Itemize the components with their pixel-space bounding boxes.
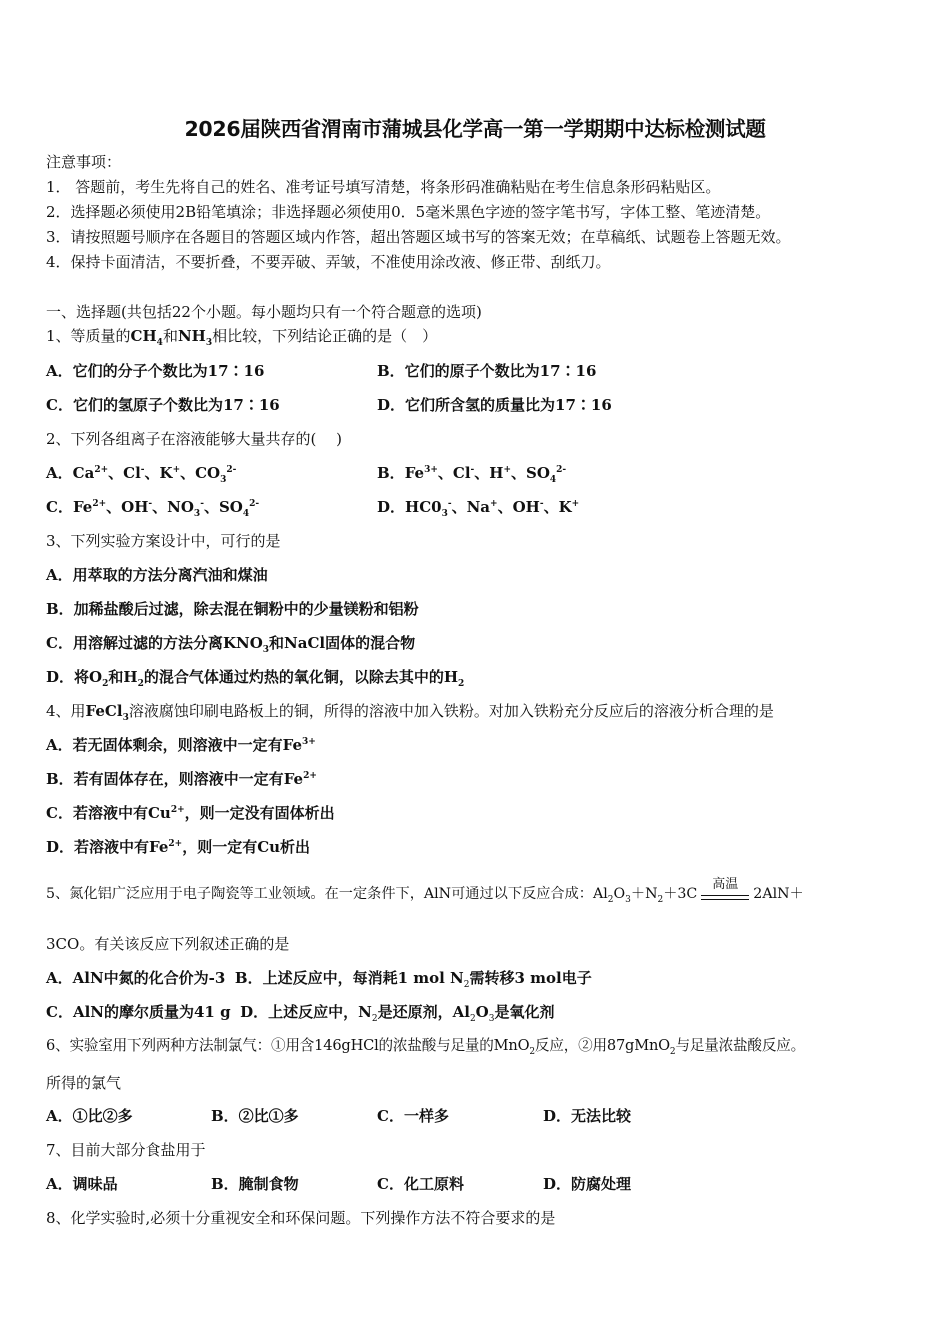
- question-7-stem: 7、目前大部分食盐用于: [46, 1141, 206, 1159]
- page-title: 2026届陕西省渭南市蒲城县化学高一第一学期期中达标检测试题: [184, 117, 766, 141]
- question-1-option-a: A．它们的分子个数比为17∶16: [46, 362, 265, 380]
- question-4-option-d: D．若溶液中有$Fe^{2+}$，则一定有Cu析出: [46, 838, 311, 856]
- question-6-option-c: C．一样多: [377, 1107, 449, 1125]
- reaction-condition-label: 高温: [712, 877, 739, 892]
- question-4-stem: 4、用FeCl$_3$溶液腐蚀印刷电路板上的铜，所得的溶液中加入铁粉。对加入铁粉充分反应后的溶液分析合理的是: [46, 702, 774, 723]
- question-6-option-d: D．无法比较: [543, 1107, 632, 1125]
- question-5-stem-line2: 3CO。有关该反应下列叙述正确的是: [46, 935, 290, 953]
- notice-item-2: 2．选择题必须使用2B铅笔填涂；非选择题必须使用0．5毫米黑色字迹的签字笔书写，字体工整、笔迹清楚。: [46, 203, 771, 221]
- question-4-option-b: B．若有固体存在，则溶液中一定有$Fe^{2+}$: [46, 770, 317, 788]
- question-6-stem: 6、实验室用下列两种方法制氯气：①用含146gHCl的浓盐酸与足量的MnO$_2$反应，②用87gMnO$_2$与足量浓盐酸反应。: [46, 1037, 805, 1057]
- question-7-option-b: B．腌制食物: [211, 1175, 299, 1193]
- question-3-option-d: D．将$O_2$和$H_2$的混合气体通过灼热的氧化铜，以除去其中的$H_2$: [46, 668, 465, 689]
- notice-heading: 注意事项：: [46, 153, 122, 171]
- question-2-option-b: B．$Fe^{3+}$、Cl-、H+、$SO_4^{2-}$: [377, 464, 567, 485]
- question-7-option-a: A．调味品: [46, 1175, 118, 1193]
- question-4-option-a: A．若无固体剩余，则溶液中一定有$Fe^{3+}$: [46, 736, 316, 754]
- question-3-stem: 3、下列实验方案设计中，可行的是: [46, 532, 281, 550]
- question-1-option-d: D．它们所含氢的质量比为17∶16: [377, 396, 612, 414]
- question-7-option-d: D．防腐处理: [543, 1175, 632, 1193]
- question-6-option-b: B．②比①多: [211, 1107, 299, 1125]
- question-1-stem: 1、等质量的$CH_4$和$NH_3$相比较，下列结论正确的是（ ）: [46, 327, 438, 348]
- question-7-option-c: C．化工原料: [377, 1175, 464, 1193]
- question-2-option-a: A．$Ca^{2+}$、Cl-、K+、$CO_3^{2-}$: [46, 464, 237, 485]
- question-5-stem: 5、氮化铝广泛应用于电子陶瓷等工业领域。在一定条件下，AlN可通过以下反应合成：$Al_2O_3+N_2+3C$ 高温 2AlN＋: [46, 877, 804, 905]
- question-4-option-c: C．若溶液中有$Cu^{2+}$，则一定没有固体析出: [46, 804, 335, 822]
- question-1-option-b: B．它们的原子个数比为17∶16: [377, 362, 597, 380]
- reaction-condition-arrow: [699, 877, 751, 904]
- question-5-options-cd: C．AlN的摩尔质量为41 g D．上述反应中，$N_2$是还原剂，$Al_2O_3$是氧化剂: [46, 1003, 555, 1024]
- question-3-option-c: C．用溶解过滤的方法分离$KNO_3$和NaCl固体的混合物: [46, 634, 416, 655]
- notice-item-1: 1． 答题前，考生先将自己的姓名、准考证号填写清楚，将条形码准确粘贴在考生信息条形码粘贴区。: [46, 178, 721, 196]
- question-1-option-c: C．它们的氢原子个数比为17∶16: [46, 396, 280, 414]
- question-8-stem: 8、化学实验时,必须十分重视安全和环保问题。下列操作方法不符合要求的是: [46, 1209, 556, 1227]
- question-6-stem-line2: 所得的氯气: [46, 1074, 122, 1092]
- question-2-option-d: D．$HC0_3^-$、Na+、OH-、K+: [377, 498, 580, 519]
- notice-item-3: 3．请按照题号顺序在各题目的答题区域内作答，超出答题区域书写的答案无效；在草稿纸、试题卷上答题无效。: [46, 228, 791, 246]
- question-2-stem: 2、下列各组离子在溶液能够大量共存的( ): [46, 430, 343, 448]
- question-2-option-c: C．$Fe^{2+}$、OH-、$NO_3^-$、$SO_4^{2-}$: [46, 498, 260, 519]
- question-3-option-a: A．用萃取的方法分离汽油和煤油: [46, 566, 268, 584]
- question-6-option-a: A．①比②多: [46, 1107, 133, 1125]
- question-5-options-ab: A．AlN中氮的化合价为-3 B．上述反应中，每消耗1 mol $N_2$需转移3 mol电子: [46, 969, 592, 990]
- notice-item-4: 4．保持卡面清洁，不要折叠，不要弄破、弄皱，不准使用涂改液、修正带、刮纸刀。: [46, 253, 611, 271]
- question-3-option-b: B．加稀盐酸后过滤，除去混在铜粉中的少量镁粉和铝粉: [46, 600, 419, 618]
- section-heading: 一、选择题(共包括22个小题。每小题均只有一个符合题意的选项): [46, 303, 482, 321]
